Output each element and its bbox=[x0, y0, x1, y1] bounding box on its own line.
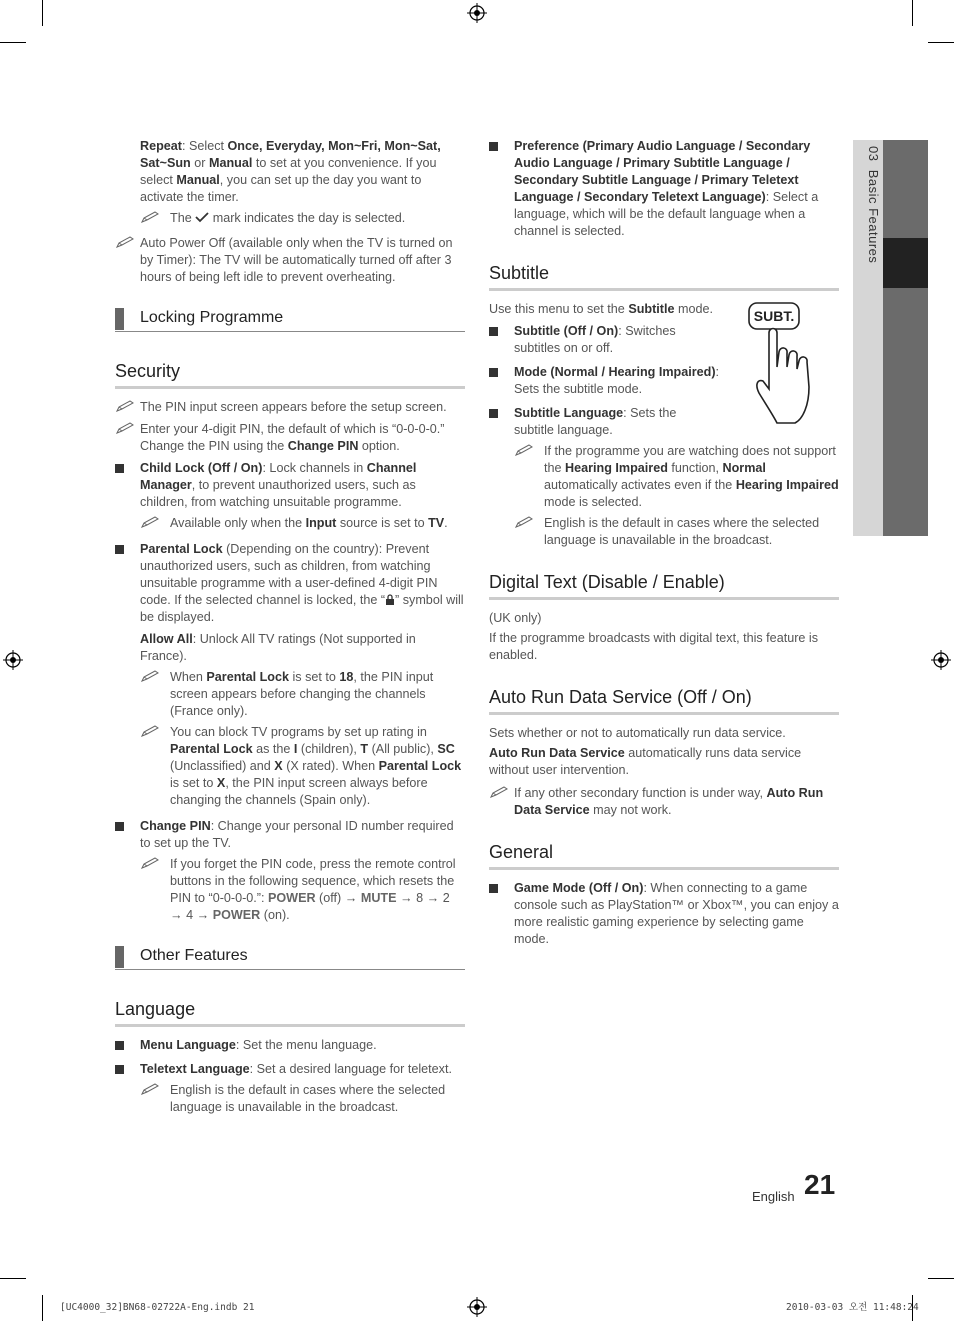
subtitle-section bbox=[489, 301, 839, 549]
registration-mark-icon bbox=[931, 650, 951, 670]
lock-icon bbox=[385, 594, 395, 605]
chapter-title: Basic Features bbox=[866, 169, 881, 264]
chapter-tab-strip bbox=[883, 140, 928, 536]
bullet-square-icon bbox=[489, 884, 498, 893]
child-lock-item: Child Lock (Off / On): Lock channels in Channel Manager, to prevent unauthorized users, such as children, from watching unsuitable programme. bbox=[115, 460, 465, 511]
general-heading: General bbox=[489, 841, 839, 870]
print-slug-file: [UC4000_32]BN68-02722A-Eng.indb 21 bbox=[60, 1302, 255, 1313]
crop-mark bbox=[0, 1278, 26, 1279]
chapter-tab-active bbox=[883, 238, 928, 288]
change-pin-item: Change PIN: Change your personal ID number required to set up the TV. bbox=[115, 818, 465, 852]
registration-mark-icon bbox=[3, 650, 23, 670]
subtitle-mode-item: Mode (Normal / Hearing Impaired): Sets the subtitle mode. bbox=[489, 364, 724, 398]
parental-lock-item: Parental Lock (Depending on the country): Prevent unauthorized users, such as children, from watching unsuitable programme with a user-defined 4-digit PIN code. If the selected channel is locked, the “ ” symbol will be displayed. bbox=[115, 541, 465, 626]
change-pin-note: If you forget the PIN code, press the remote control buttons in the following sequence, which resets the PIN to “0-0-0-0.”: POWER (off) → MUTE → 8 → 2 → 4 → POWER (on). bbox=[115, 856, 465, 924]
bullet-square-icon bbox=[115, 464, 124, 473]
registration-mark-icon bbox=[467, 1297, 487, 1317]
bullet-square-icon bbox=[115, 1065, 124, 1074]
note-pencil-icon bbox=[514, 515, 536, 529]
auto-run-note: If any other secondary function is under way, Auto Run Data Service may not work. bbox=[489, 785, 839, 819]
footer-language: English bbox=[752, 1189, 795, 1204]
print-slug-timestamp: 2010-03-03 오전 11:48:24 bbox=[786, 1302, 919, 1313]
digital-text-uk: (UK only) bbox=[489, 611, 542, 625]
teletext-language-item: Teletext Language: Set a desired language for teletext. bbox=[115, 1061, 465, 1078]
note-pencil-icon bbox=[140, 856, 162, 870]
chapter-label bbox=[862, 146, 882, 446]
security-note-2: Enter your 4-digit PIN, the default of which is “0-0-0-0.” Change the PIN using the Change PIN option. bbox=[115, 421, 465, 455]
parental-lock-note-2: You can block TV programs by set up rating in Parental Lock as the I (children), T (All public), SC (Unclassified) and X (X rated). When Parental Lock is set to X, the PIN input screen always before changing the channels (Spain only). bbox=[115, 724, 465, 809]
auto-run-heading: Auto Run Data Service (Off / On) bbox=[489, 686, 839, 715]
auto-power-note: Auto Power Off (available only when the TV is turned on by Timer): The TV will be automatically turned off after 3 hours of being left idle to prevent overheating. bbox=[115, 235, 465, 286]
heading-bar bbox=[115, 308, 124, 330]
child-lock-note: Available only when the Input source is set to TV. bbox=[115, 515, 465, 532]
chapter-number: 03 bbox=[866, 146, 881, 162]
note-pencil-icon bbox=[115, 235, 137, 249]
subtitle-language-item: Subtitle Language: Sets the subtitle language. bbox=[489, 405, 714, 439]
subt-button-label: SUBT. bbox=[753, 308, 795, 324]
note-pencil-icon bbox=[140, 1082, 162, 1096]
bullet-square-icon bbox=[489, 327, 498, 336]
subtitle-intro: Use this menu to set the Subtitle mode. bbox=[489, 302, 714, 316]
note-pencil-icon bbox=[489, 785, 511, 799]
security-heading: Security bbox=[115, 360, 465, 389]
note-pencil-icon bbox=[115, 399, 137, 413]
bullet-square-icon bbox=[489, 368, 498, 377]
checkmark-icon bbox=[195, 212, 209, 223]
digital-text-description: If the programme broadcasts with digital text, this feature is enabled. bbox=[489, 631, 818, 662]
other-features-heading: Other Features bbox=[115, 946, 465, 970]
bullet-square-icon bbox=[489, 142, 498, 151]
remote-subt-button-hand-icon bbox=[747, 297, 829, 425]
bullet-square-icon bbox=[115, 545, 124, 554]
auto-run-line-2: Auto Run Data Service automatically runs data service without user intervention. bbox=[489, 746, 802, 777]
subtitle-note-2: English is the default in cases where the selected language is unavailable in the broadcast. bbox=[489, 515, 839, 549]
language-heading: Language bbox=[115, 998, 465, 1027]
menu-language-item: Menu Language: Set the menu language. bbox=[115, 1037, 465, 1054]
bullet-square-icon bbox=[115, 1041, 124, 1050]
auto-run-line-1: Sets whether or not to automatically run data service. bbox=[489, 726, 786, 740]
crop-mark bbox=[0, 42, 26, 43]
repeat-note: The mark indicates the day is selected. bbox=[115, 210, 465, 227]
heading-bar bbox=[115, 946, 124, 968]
note-pencil-icon bbox=[140, 210, 162, 224]
page-number: 21 bbox=[804, 1169, 836, 1200]
registration-mark-icon bbox=[467, 3, 487, 23]
right-column bbox=[489, 138, 839, 948]
left-column bbox=[115, 138, 465, 1116]
repeat-paragraph: Repeat: Select Once, Everyday, Mon~Fri, Mon~Sat, Sat~Sun or Manual to set at you convenience. If you select Manual, you can set up the day you want to activate the timer. bbox=[140, 139, 441, 204]
game-mode-item: Game Mode (Off / On): When connecting to a game console such as PlayStation™ or Xbox™, you can enjoy a more realistic gaming experience by selecting game mode. bbox=[489, 880, 839, 948]
note-pencil-icon bbox=[115, 421, 137, 435]
crop-mark bbox=[42, 0, 43, 26]
note-pencil-icon bbox=[140, 724, 162, 738]
note-pencil-icon bbox=[140, 669, 162, 683]
bullet-square-icon bbox=[115, 822, 124, 831]
crop-mark bbox=[928, 42, 954, 43]
digital-text-heading: Digital Text (Disable / Enable) bbox=[489, 571, 839, 600]
note-pencil-icon bbox=[514, 443, 536, 457]
bullet-square-icon bbox=[489, 409, 498, 418]
subtitle-heading: Subtitle bbox=[489, 262, 839, 291]
locking-programme-heading: Locking Programme bbox=[115, 308, 465, 332]
parental-lock-note-1: When Parental Lock is set to 18, the PIN input screen appears before changing the channels (France only). bbox=[115, 669, 465, 720]
language-note: English is the default in cases where the selected language is unavailable in the broadcast. bbox=[115, 1082, 465, 1116]
crop-mark bbox=[928, 1278, 954, 1279]
crop-mark bbox=[912, 0, 913, 26]
subtitle-note-1: If the programme you are watching does not support the Hearing Impaired function, Normal automatically activates even if the Hearing Impaired mode is selected. bbox=[489, 443, 839, 511]
security-note-1: The PIN input screen appears before the setup screen. bbox=[115, 399, 465, 416]
preference-item: Preference (Primary Audio Language / Secondary Audio Language / Primary Subtitle Language / Secondary Subtitle Language / Primary Teletext Language / Secondary Teletext Language): Select a language, which will be the default language when a channel is selected. bbox=[489, 138, 839, 240]
allow-all-paragraph: Allow All: Unlock All TV ratings (Not supported in France). bbox=[140, 632, 416, 663]
crop-mark bbox=[42, 1295, 43, 1321]
note-pencil-icon bbox=[140, 515, 162, 529]
subtitle-onoff-item: Subtitle (Off / On): Switches subtitles on or off. bbox=[489, 323, 714, 357]
